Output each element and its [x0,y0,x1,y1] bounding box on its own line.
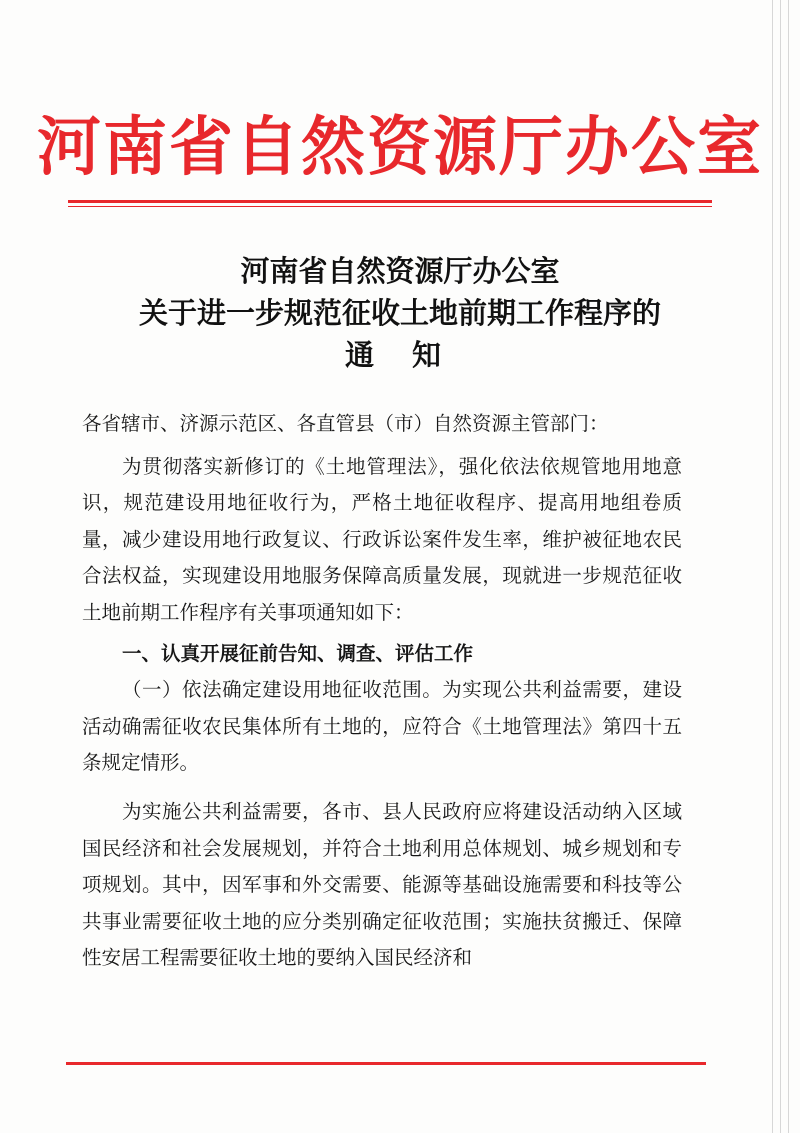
intro-paragraph: 为贯彻落实新修订的《土地管理法》，强化依法依规管地用地意识，规范建设用地征收行为，严格土地征收程序、提高用地组卷质量，减少建设用地行政复议、行政诉讼案件发生率，维护被征地农民合法权益，实现建设用地服务保障高质量发展，现就进一步规范征收土地前期工作程序有关事项通知如下： [82,454,682,624]
body-paragraph: 为实施公共利益需要，各市、县人民政府应将建设活动纳入区域国民经济和社会发展规划，并符合土地利用总体规划、城乡规划和专项规划。其中，因军事和外交需要、能源等基础设施需要和科技等公共事业需要征收土地的应分类别确定征收范围；实施扶贫搬迁、保障性安居工程需要征收土地的要纳入国民经济和 [82,799,682,970]
letterhead-rule-thin [68,206,712,207]
letterhead-rule-thick [68,200,712,203]
document-title-line-2: 关于进一步规范征收土地前期工作程序的 [138,296,661,330]
document-title-line-1: 河南省自然资源厅办公室 [240,254,560,288]
document-title [0,250,800,376]
section-heading: 一、认真开展征前告知、调查、评估工作 [122,641,474,665]
document-body [82,406,682,977]
document-title-line-3: 通 知 [344,338,456,372]
addressee: 各省辖市、济源示范区、各直管县（市）自然资源主管部门： [82,412,609,435]
footer-rule [66,1062,706,1065]
letterhead-title: 河南省自然资源厅办公室 [37,110,763,185]
subsection-paragraph: （一）依法确定建设用地征收范围。为实现公共利益需要，建设活动确需征收农民集体所有土地的，应符合《土地管理法》第四十五条规定情形。 [82,678,682,775]
